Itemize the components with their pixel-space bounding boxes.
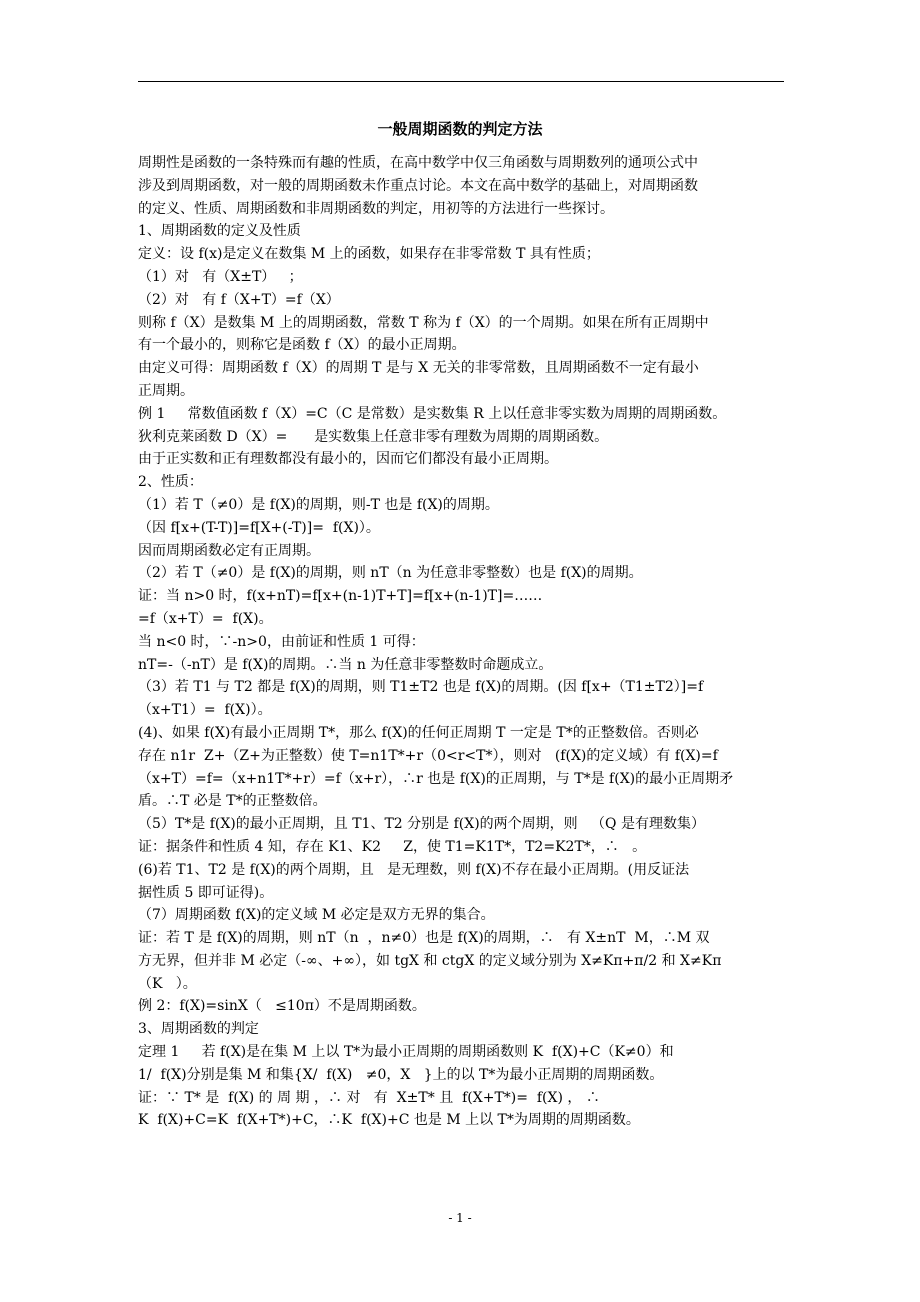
text-line: =f（x+T）= f(X)。 [138,610,273,627]
text-line: 则称 f（X）是数集 M 上的周期函数，常数 T 称为 f（X）的一个周期。如果在所有正周期中 [138,314,709,331]
text-line: 盾。∴T 必是 T*的正整数倍。 [138,793,327,810]
text-line: （2）若 T（≠0）是 f(X)的周期，则 nT（n 为任意非零整数）也是 f(X)的周期。 [138,565,643,582]
text-line: （1）若 T（≠0）是 f(X)的周期，则-T 也是 f(X)的周期。 [138,496,499,513]
text-line: 定义：设 f(x)是定义在数集 M 上的函数，如果存在非零常数 T 具有性质； [138,246,600,263]
text-line: （3）若 T1 与 T2 都是 f(X)的周期，则 T1±T2 也是 f(X)的周期。(因 f[x+（T1±T2）]=f [138,679,704,696]
text-line: 由定义可得：周期函数 f（X）的周期 T 是与 X 无关的非零常数，且周期函数不一定有最小 [138,360,699,377]
text-line: 3、周期函数的判定 [138,1021,259,1038]
text-line: 证：当 n>0 时，f(x+nT)=f[x+(n-1)T+T]=f[x+(n-1)T]=…… [138,588,543,605]
text-line: (6)若 T1、T2 是 f(X)的两个周期，且 是无理数，则 f(X)不存在最小正周期。(用反证法 [138,861,690,878]
text-line: 证：若 T 是 f(X)的周期，则 nT（n ，n≠0）也是 f(X)的周期，∴ 有 X±nT M，∴M 双 [138,930,710,947]
text-line: （K ）。 [138,975,197,992]
text-line: 正周期。 [138,382,194,399]
text-line: 涉及到周期函数，对一般的周期函数未作重点讨论。本文在高中数学的基础上，对周期函数 [138,177,698,194]
text-line: 狄利克莱函数 D（X）= 是实数集上任意非零有理数为周期的周期函数。 [138,428,609,445]
text-line: （5）T*是 f(X)的最小正周期，且 T1、T2 分别是 f(X)的两个周期，则 （Q 是有理数集） [138,816,705,833]
text-line: （x+T1）= f(X)）。 [138,702,272,719]
text-line: 由于正实数和正有理数都没有最小的，因而它们都没有最小正周期。 [138,451,558,468]
text-line: 证：∵ T* 是 f(X) 的 周 期 ，∴ 对 有 X±T* 且 f(X+T*)= f(X) ， ∴ [138,1089,600,1106]
document-body [138,152,788,1132]
text-line: 因而周期函数必定有正周期。 [138,542,320,559]
text-line: 1、周期函数的定义及性质 [138,223,301,240]
text-line: 定理 1 若 f(X)是在集 M 上以 T*为最小正周期的周期函数则 K f(X)+C（K≠0）和 [138,1044,674,1061]
text-line: 的定义、性质、周期函数和非周期函数的判定，用初等的方法进行一些探讨。 [138,200,614,217]
text-line: 例 2：f(X)=sinX（ ≤10π）不是周期函数。 [138,998,426,1015]
header-rule [138,81,784,82]
text-line: K f(X)+C=K f(X+T*)+C，∴K f(X)+C 也是 M 上以 T*为周期的周期函数。 [138,1112,640,1129]
text-line: 当 n<0 时，∵-n>0，由前证和性质 1 可得： [138,633,425,650]
text-line: 证：据条件和性质 4 知，存在 K1、K2 Z，使 T1=K1T*，T2=K2T*，∴ 。 [138,838,647,855]
text-line: 有一个最小的，则称它是函数 f（X）的最小正周期。 [138,337,466,354]
text-line: nT=-（-nT）是 f(X)的周期。∴当 n 为任意非零整数时命题成立。 [138,656,553,673]
text-line: 2、性质： [138,474,203,491]
text-line: （x+T）=f=（x+n1T*+r）=f（x+r），∴r 也是 f(X)的正周期，与 T*是 f(X)的最小正周期矛 [138,770,734,787]
text-line: 1/ f(X)分别是集 M 和集{X/ f(X) ≠0，X }上的以 T*为最小正周期的周期函数。 [138,1066,664,1083]
text-line: 周期性是函数的一条特殊而有趣的性质，在高中数学中仅三角函数与周期数列的通项公式中 [138,155,698,171]
page-title: 一般周期函数的判定方法 [377,120,543,138]
text-line: 例 1 常数值函数 f（X）=C（C 是常数）是实数集 R 上以任意非零实数为周期的周期函数。 [138,405,727,422]
text-line: 存在 n1r Z+（Z+为正整数）使 T=n1T*+r（0<r<T*），则对 (f(X)的定义域）有 f(X)=f [138,747,718,764]
text-line: （2）对 有 f（X+T）=f（X） [138,291,340,308]
text-line: 方无界，但并非 M 必定（-∞、+∞），如 tgX 和 ctgX 的定义域分别为 X≠Kπ+π/2 和 X≠Kπ [138,952,722,969]
text-line: 据性质 5 即可证得)。 [138,884,274,901]
text-line: (4)、如果 f(X)有最小正周期 T*，那么 f(X)的任何正周期 T 一定是 T*的正整数倍。否则必 [138,724,699,741]
text-line: （1）对 有（X±T） ； [138,268,303,285]
text-line: （7）周期函数 f(X)的定义域 M 必定是双方无界的集合。 [138,907,495,924]
text-line: （因 f[x+(T-T)]=f[X+(-T)]= f(X)）。 [138,519,380,536]
page-number: - 1 - [448,1211,472,1225]
